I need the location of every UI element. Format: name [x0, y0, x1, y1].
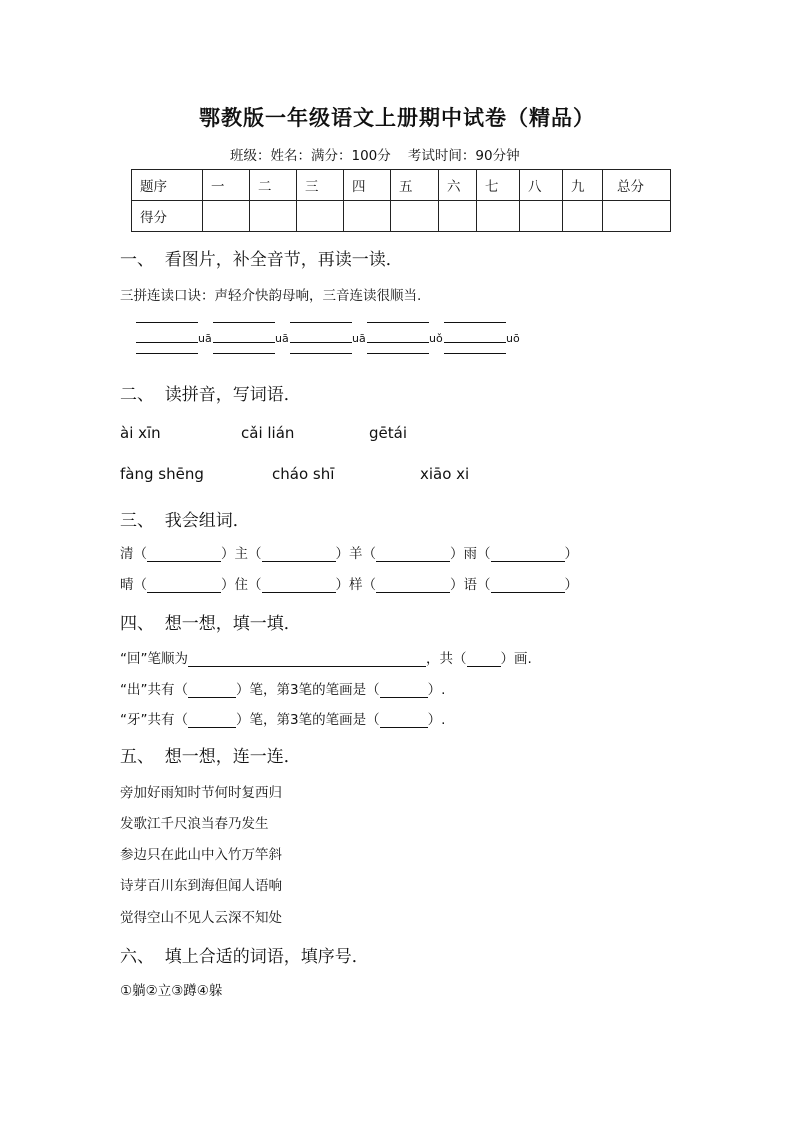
blank-line [367, 322, 429, 323]
answer-blank[interactable] [262, 576, 336, 593]
pinyin-final: uō [506, 332, 520, 345]
blank-line[interactable] [367, 342, 429, 343]
pinyin-final: uā [352, 332, 366, 345]
section-4-heading: 四、 想一想，填一填． [120, 614, 301, 634]
stroke-count-line [120, 708, 445, 728]
option-list: ①躺②立③蹲④躲 [120, 983, 223, 999]
score-header-cell: 二 [250, 170, 297, 201]
char-label: ）雨（ [450, 546, 491, 562]
char-label: ）主（ [221, 546, 262, 562]
pinyin-word: cǎi lián [241, 424, 295, 442]
blank-line [213, 322, 275, 323]
score-cell[interactable] [520, 201, 563, 232]
answer-blank[interactable] [491, 576, 565, 593]
score-header-cell: 七 [477, 170, 520, 201]
char-label: ）住（ [221, 577, 262, 593]
answer-blank[interactable] [262, 545, 336, 562]
question-text: “出”共有（ [120, 682, 188, 698]
answer-blank[interactable] [188, 650, 426, 667]
answer-blank[interactable] [188, 681, 236, 698]
answer-blank[interactable] [147, 545, 221, 562]
question-text: “回”笔顺为 [120, 651, 188, 667]
score-cell[interactable] [250, 201, 297, 232]
word-group-row [120, 542, 578, 562]
score-cell[interactable] [391, 201, 439, 232]
answer-blank[interactable] [376, 545, 450, 562]
char-label: ）羊（ [335, 546, 376, 562]
score-header-row [132, 170, 671, 201]
page-title: 鄂教版一年级语文上册期中试卷（精品） [199, 105, 595, 130]
blank-line[interactable] [136, 342, 198, 343]
stroke-count-line [120, 678, 445, 698]
answer-blank[interactable] [467, 650, 501, 667]
score-value-row [132, 201, 671, 232]
score-cell[interactable] [563, 201, 603, 232]
score-cell[interactable] [439, 201, 477, 232]
answer-blank[interactable] [188, 711, 236, 728]
blank-line [444, 353, 506, 354]
question-text: “牙”共有（ [120, 712, 188, 728]
section-2-heading: 二、 读拼音，写词语． [120, 385, 301, 405]
score-table [131, 169, 671, 232]
stroke-order-line [120, 647, 532, 667]
blank-line[interactable] [290, 342, 352, 343]
blank-line [290, 322, 352, 323]
answer-blank[interactable] [380, 681, 428, 698]
blank-line [136, 353, 198, 354]
score-header-cell: 总分 [603, 170, 671, 201]
score-header-cell: 八 [520, 170, 563, 201]
question-text: ）笔，第3笔的笔画是（ [236, 682, 380, 698]
score-header-cell: 五 [391, 170, 439, 201]
answer-blank[interactable] [380, 711, 428, 728]
blank-line [290, 353, 352, 354]
matching-line: 旁加好雨知时节何时复西归 [120, 785, 282, 801]
score-cell[interactable] [477, 201, 520, 232]
answer-blank[interactable] [376, 576, 450, 593]
blank-line[interactable] [444, 342, 506, 343]
answer-blank[interactable] [491, 545, 565, 562]
char-label: ） [564, 546, 578, 562]
score-cell[interactable] [344, 201, 391, 232]
blank-line [444, 322, 506, 323]
score-cell[interactable] [603, 201, 671, 232]
score-header-cell: 一 [203, 170, 250, 201]
question-text: ，共（ [426, 651, 467, 667]
score-header-cell: 四 [344, 170, 391, 201]
question-text: ）笔，第3笔的笔画是（ [236, 712, 380, 728]
pinyin-word: fàng shēng [120, 465, 204, 483]
pinyin-final: uā [275, 332, 289, 345]
pinyin-word: ài xīn [120, 424, 161, 442]
score-header-cell: 题序 [132, 170, 203, 201]
score-header-cell: 六 [439, 170, 477, 201]
exam-info: 班级：姓名：满分：100分 考试时间：90分钟 [230, 148, 520, 164]
char-label: ）语（ [450, 577, 491, 593]
pinyin-word: gētái [369, 424, 407, 442]
char-label: ）样（ [335, 577, 376, 593]
score-header-cell: 三 [297, 170, 344, 201]
matching-line: 诗芽百川东到海但闻人语响 [120, 878, 282, 894]
question-text: ）. [427, 682, 446, 698]
pinyin-final: uǒ [429, 332, 443, 345]
score-header-cell: 九 [563, 170, 603, 201]
char-label: 清（ [120, 546, 147, 562]
blank-line[interactable] [213, 342, 275, 343]
pinyin-word: cháo shī [272, 465, 335, 483]
score-row-label: 得分 [132, 201, 203, 232]
word-group-row [120, 573, 578, 593]
question-text: ）. [427, 712, 446, 728]
section-3-heading: 三、 我会组词． [120, 511, 250, 531]
char-label: 晴（ [120, 577, 147, 593]
score-cell[interactable] [203, 201, 250, 232]
section-1-heading: 一、 看图片，补全音节，再读一读． [120, 250, 403, 270]
blank-line [367, 353, 429, 354]
matching-line: 觉得空山不见人云深不知处 [120, 910, 282, 926]
matching-line: 参边只在此山中入竹万竿斜 [120, 847, 282, 863]
char-label: ） [564, 577, 578, 593]
section-1-tip: 三拼连读口诀：声轻介快韵母响，三音连读很顺当. [120, 288, 422, 304]
blank-line [213, 353, 275, 354]
section-6-heading: 六、 填上合适的词语，填序号． [120, 947, 369, 967]
answer-blank[interactable] [147, 576, 221, 593]
blank-line [136, 322, 198, 323]
question-text: ）画. [500, 651, 532, 667]
section-5-heading: 五、 想一想，连一连． [120, 747, 301, 767]
pinyin-word: xiāo xi [420, 465, 470, 483]
matching-line: 发歌江千尺浪当春乃发生 [120, 816, 269, 832]
score-cell[interactable] [297, 201, 344, 232]
pinyin-final: uā [198, 332, 212, 345]
